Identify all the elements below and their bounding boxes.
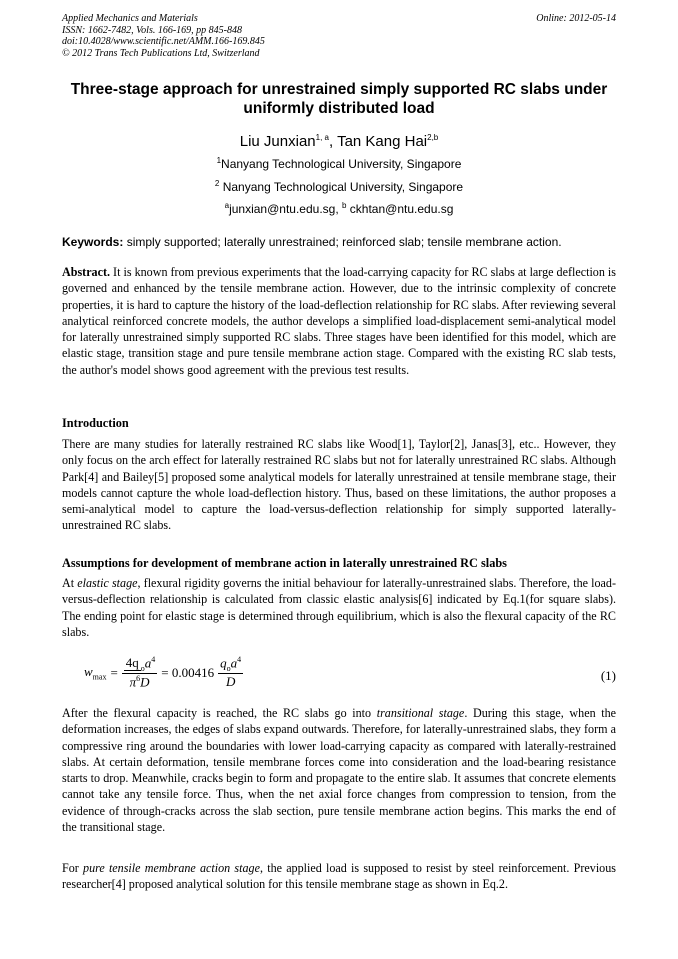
fraction-1 (122, 655, 158, 690)
sup: 4 (237, 655, 242, 665)
sub: o (140, 663, 145, 673)
text: . During this stage, when the deformation increases, the edges of slabs expand outwards. Therefore, for laterally-unrestrained slabs, they form a compressive ring around the boundaries with lower load-carrying capacity as compared with laterally-restrained slabs. At certain deformation, tensile membrane forces come into consideration and the load-bearing resistance starts to drop. Meanwhile, cracks begin to form and propagate to the entire slab. It assumes that concrete elements cannot take any tensile force. Thus, when the net axial force changes from compression to tension, from the evidence of through-cracks across the slab section, pure tensile membrane action begins. This marks the end of the transitional stage. (62, 706, 617, 835)
author-sep: , (328, 133, 338, 150)
email-a: junxian@ntu.edu.sg, (229, 202, 342, 216)
equation-number: (1) (600, 668, 616, 683)
q: q (220, 655, 227, 671)
D: D (140, 674, 150, 690)
aff-sup: 2 (214, 179, 220, 188)
text: , flexural rigidity governs the initial behaviour for laterally-unrestrained slabs. Therefore, the load-versus-deflection relationship is calculated from classic elastic analysis[6] indicated by Eq.1(for square slabs). The ending point for elastic stage is determined through equilibrium, which is also the flexural capacity of the RC slabs. (62, 576, 616, 639)
eq-lhs (84, 664, 106, 682)
email-sup: a (224, 201, 230, 210)
author-2: Tan Kang Hai (337, 133, 428, 150)
copyright: © 2012 Trans Tech Publications Ltd, Switzerland (62, 47, 260, 59)
journal-name: Applied Mechanics and Materials (62, 13, 198, 24)
abstract (62, 264, 616, 378)
emails (62, 201, 616, 216)
text: For (62, 861, 84, 875)
affiliation-2 (62, 179, 616, 194)
introduction-heading: Introduction (62, 416, 129, 430)
equals: = (110, 664, 118, 680)
journal-header (62, 13, 265, 59)
w: w (84, 663, 93, 679)
equals-coefficient: = 0.00416 (161, 664, 215, 680)
equation-1 (84, 655, 243, 690)
aff-sup: 1 (216, 156, 222, 165)
abstract-text: It is known from previous experiments that the load-carrying capacity for RC slabs at large deflection is governed and enhanced by the tensile membrane action. However, due to the intrinsic complexity of concrete properties, it is hard to capture the history of the load-deflection relationship for RC slabs. After reviewing several analytical reinforced concrete models, the author develops a simplified load-displacement semi-analytical model for laterally unrestrained simply supported RC slabs. Three stages have been identified for this model, which are elastic stage, transition stage and pure tensile membrane action stage. Compared with the existing RC slab tests, the author's model shows good agreement with the previous test results. (62, 265, 616, 377)
aff-text: Nanyang Technological University, Singapore (219, 180, 464, 194)
aff-text: Nanyang Technological University, Singapore (221, 157, 462, 171)
keywords (62, 235, 616, 249)
sub: max (92, 672, 107, 682)
author-2-sup: 2,b (427, 133, 439, 142)
text: After the flexural capacity is reached, the RC slabs go into (62, 706, 377, 720)
author-1-sup: 1, a (315, 133, 329, 142)
email-b: ckhtan@ntu.edu.sg (346, 202, 454, 216)
assumptions-paragraph-2 (62, 705, 616, 835)
affiliation-1 (62, 156, 616, 171)
email-sup: b (342, 201, 347, 210)
emphasis: pure tensile membrane action stage (83, 861, 260, 875)
keywords-text: simply supported; laterally unrestrained; reinforced slab; tensile membrane action. (123, 235, 562, 249)
issn: ISSN: 1662-7482, Vols. 166-169, pp 845-848 (62, 24, 242, 36)
pi: π (129, 674, 137, 690)
assumptions-paragraph-3 (62, 860, 616, 893)
online-date: Online: 2012-05-14 (536, 13, 616, 24)
fraction-2 (218, 655, 243, 690)
assumptions-heading: Assumptions for development of membrane action in laterally unrestrained RC slabs (62, 556, 507, 570)
num: 4q (125, 655, 139, 671)
introduction-text: There are many studies for laterally restrained RC slabs like Wood[1], Taylor[2], Janas[3], etc.. However, they only focus on the arch effect for laterally restrained RC slabs but not for laterally unrestrained RC slabs. Although Park[4] and Bailey[5] proposed some analytical models for laterally unrestrained at tensile membrane stage, their models cannot capture the whole load-deflection history. Thus, based on these limitations, the author proposes a semi-analytical model to capture the load-versus-deflection relationship for simply supported laterally-unrestrained RC slabs. (62, 437, 616, 533)
authors (62, 133, 616, 150)
assumptions-paragraph-1 (62, 575, 616, 640)
emphasis: elastic stage (77, 576, 138, 590)
author-1: Liu Junxian (239, 133, 316, 150)
doi: doi:10.4028/www.scientific.net/AMM.166-169.845 (62, 36, 265, 47)
text: , the applied load is supposed to resist by steel reinforcement. Previous researcher[4] proposed analytical solution for this tensile membrane stage as shown in Eq.2. (62, 861, 616, 892)
text: At (62, 576, 78, 590)
sup: 6 (136, 673, 141, 683)
abstract-label: Abstract. (62, 265, 111, 279)
paper-title: Three-stage approach for unrestrained simply supported RC slabs under uniformly distributed load (70, 81, 608, 117)
D: D (225, 674, 236, 690)
sub: o (226, 664, 231, 674)
keywords-label: Keywords: (62, 235, 124, 249)
emphasis: transitional stage (376, 706, 465, 720)
a: a (144, 655, 152, 671)
a: a (230, 655, 238, 671)
sup: 4 (151, 655, 156, 664)
